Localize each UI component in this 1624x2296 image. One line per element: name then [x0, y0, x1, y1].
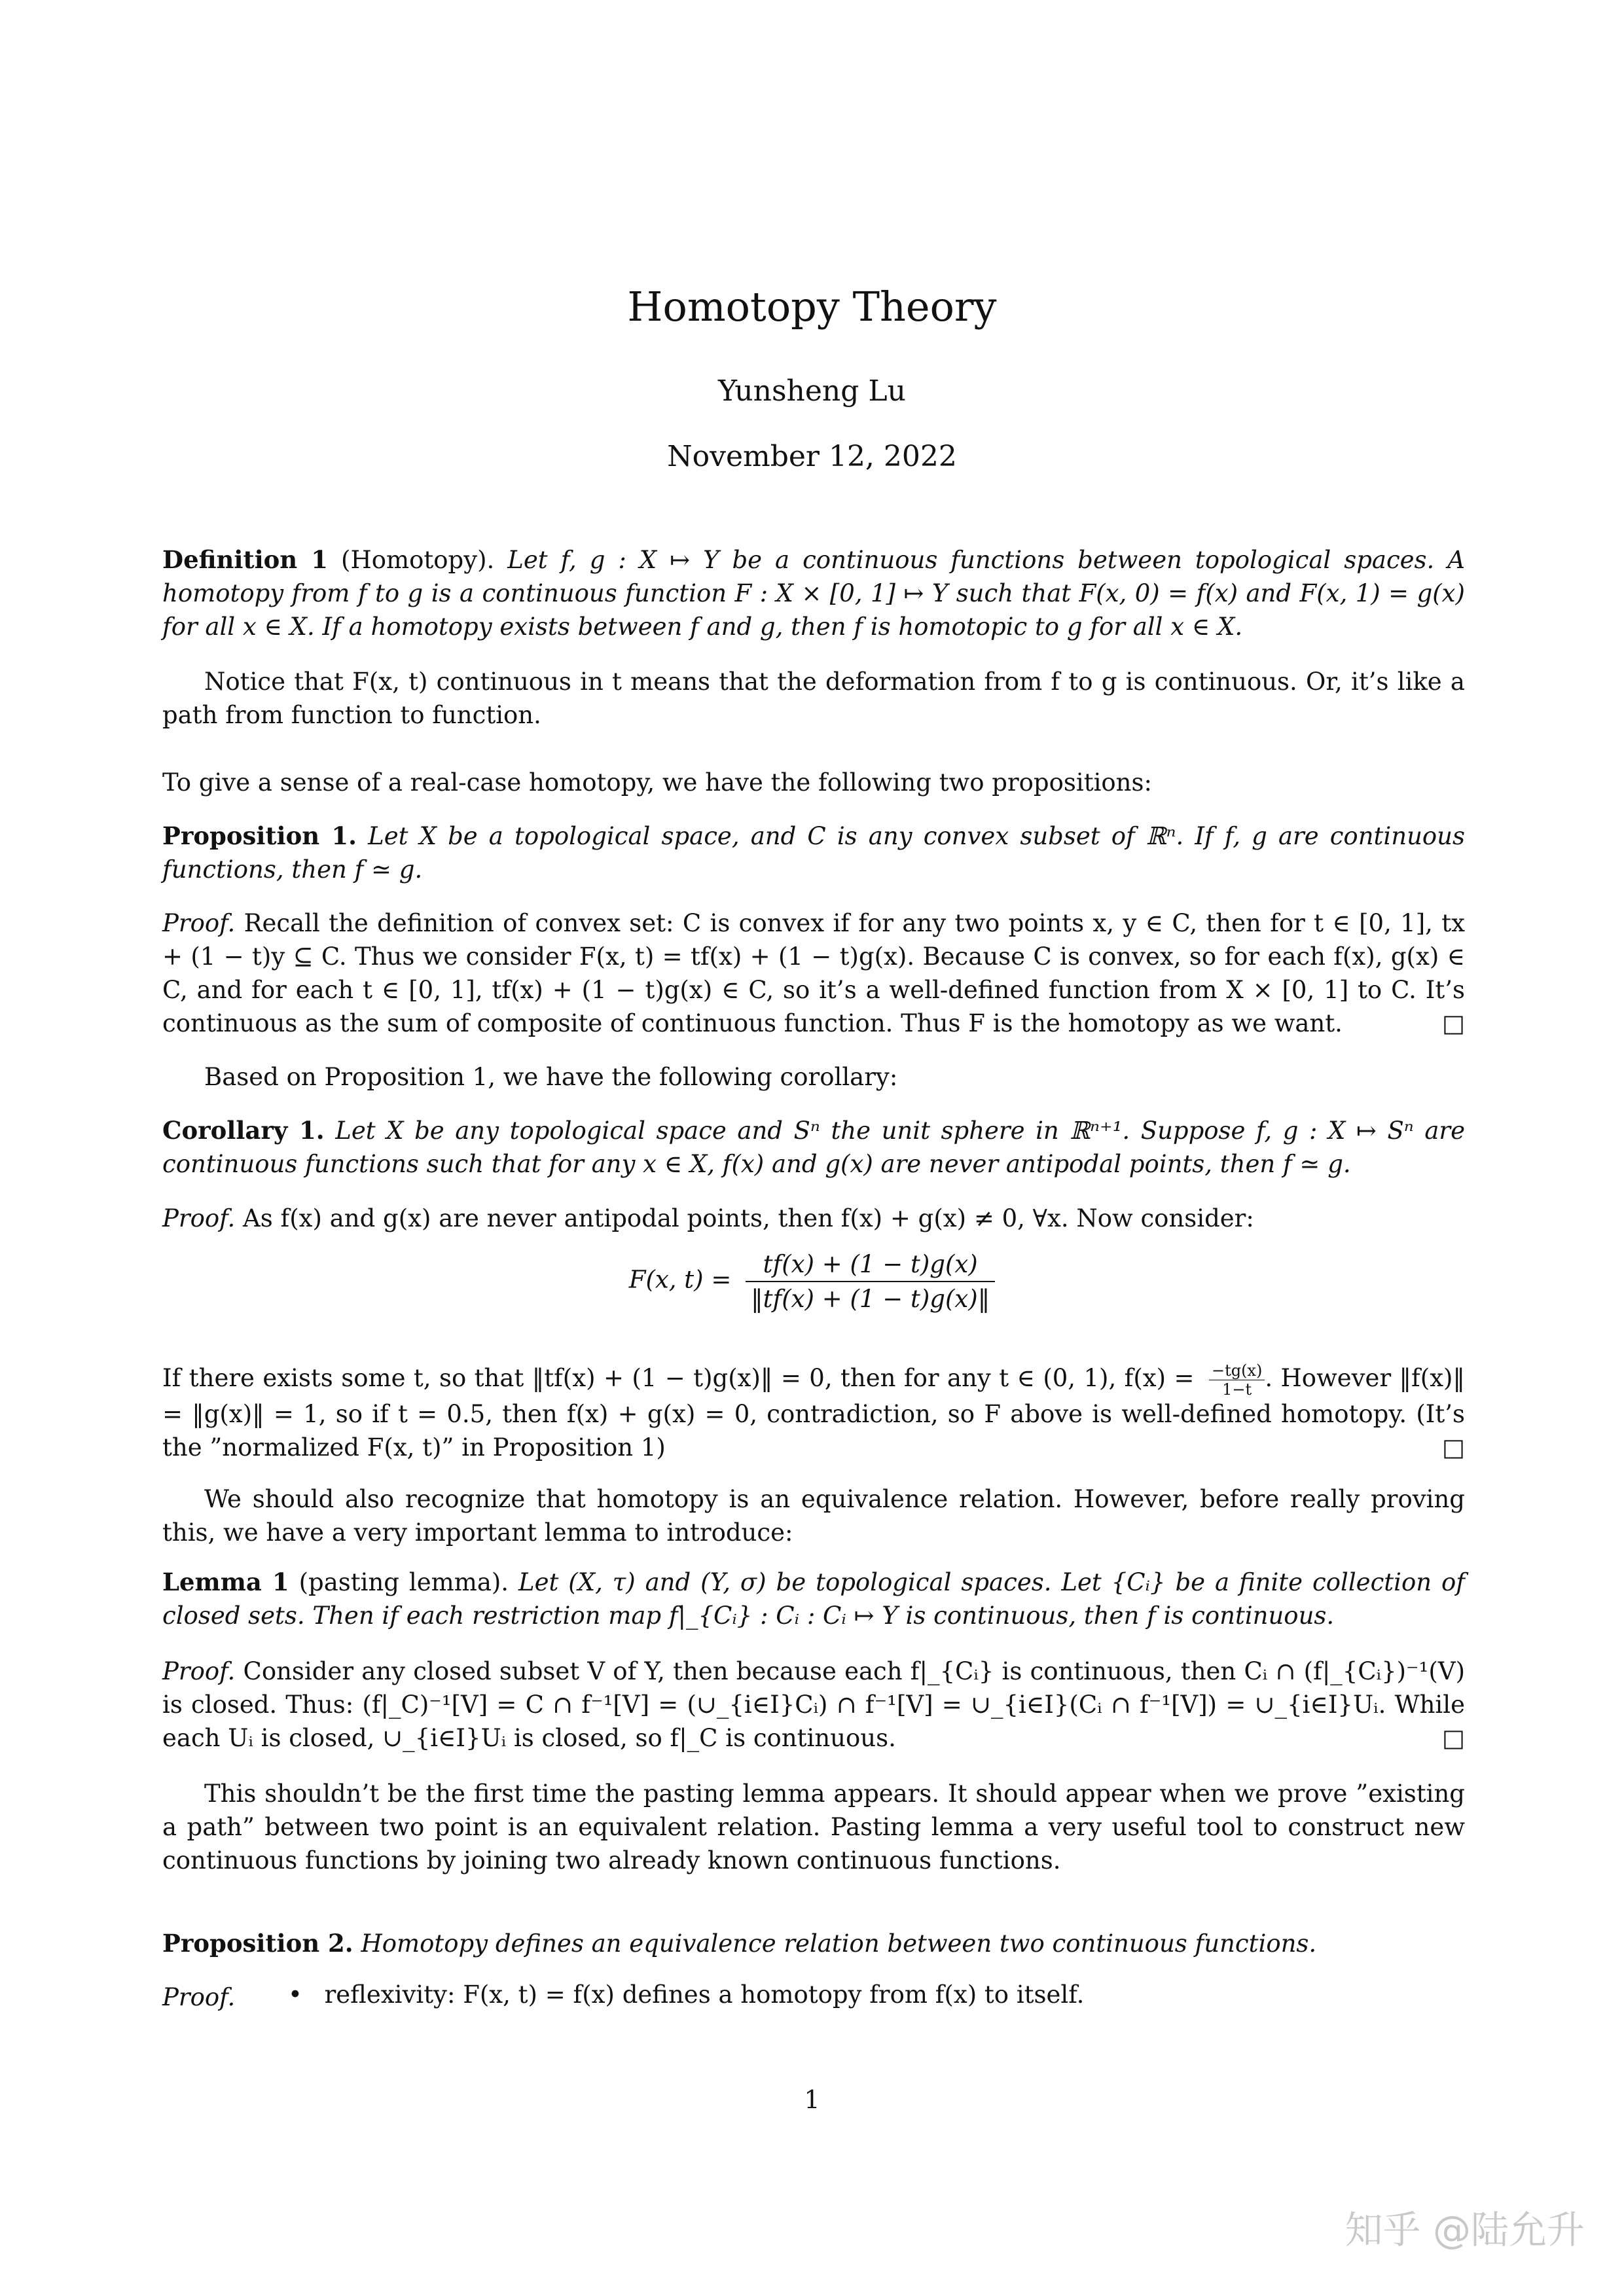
proof-2-intro — [162, 1202, 1465, 1235]
watermark: 知乎 @陆允升 — [1344, 2208, 1585, 2252]
bullet-symbol: • — [288, 1981, 302, 2009]
proposition-1-label: Proposition 1. — [162, 821, 357, 850]
proposition-2-label: Proposition 2. — [162, 1929, 353, 1958]
display-equation — [0, 1250, 1624, 1313]
definition-label: Definition 1 — [162, 545, 329, 574]
definition-body: Let f, g : X ↦ Y be a continuous functions between topological spaces. A homotopy from f to g is a continuous function F : X × [0, 1] ↦ Y such that F(x, 0) = f(x) and F(x, 1) = g(x) for all x ∈ X. If a homotopy exists between f and g, then f is homotopic to g for all x ∈ X. — [162, 546, 1465, 641]
proposition-2 — [162, 1927, 1465, 1960]
equation-lhs: F(x, t) = — [628, 1265, 732, 1294]
proof-4-label: Proof. — [162, 1983, 236, 2011]
inline-fraction-numerator: −tg(x) — [1209, 1363, 1265, 1380]
qed-symbol: □ — [1442, 1433, 1465, 1462]
qed-symbol: □ — [1442, 1009, 1465, 1037]
proof-1 — [162, 906, 1465, 1040]
bullet-item-reflexivity — [288, 1981, 1084, 2009]
paragraph-notice: Notice that F(x, t) continuous in t means that the deformation from f to g is continuous. Or, it’s like a path from function to function. — [162, 668, 1465, 729]
lemma-1-name: (pasting lemma). — [298, 1568, 509, 1596]
lemma-1-body: Let (X, τ) and (Y, σ) be topological spaces. Let {Cᵢ} be a finite collection of closed sets. Then if each restriction map f|_{Cᵢ} : Cᵢ : Cᵢ ↦ Y is continuous, then f is continuous. — [162, 1568, 1466, 1630]
proof-3-label: Proof. — [162, 1657, 236, 1685]
equation-denominator: ‖tf(x) + (1 − t)g(x)‖ — [751, 1285, 990, 1313]
proposition-1 — [162, 819, 1465, 886]
paper-date: November 12, 2022 — [667, 440, 957, 473]
proof-2-body: As f(x) and g(x) are never antipodal points, then f(x) + g(x) ≠ 0, ∀x. Now consider: — [243, 1204, 1254, 1232]
proof-2-text-a: If there exists some t, so that ‖tf(x) + (1 − t)g(x)‖ = 0, then for any t ∈ (0, 1), f(x) = — [162, 1364, 1195, 1392]
proposition-1-body: Let X be a topological space, and C is any convex subset of ℝⁿ. If f, g are continuous functions, then f ≃ g. — [162, 822, 1465, 884]
lemma-1 — [162, 1566, 1465, 1632]
page-number: 1 — [804, 2085, 820, 2114]
corollary-1-label: Corollary 1. — [162, 1116, 325, 1145]
inline-fraction-denominator: 1−t — [1222, 1380, 1252, 1399]
proof-1-label: Proof. — [162, 909, 236, 937]
corollary-1 — [162, 1114, 1465, 1181]
corollary-1-body: Let X be any topological space and Sⁿ the unit sphere in ℝⁿ⁺¹. Suppose f, g : X ↦ Sⁿ are continuous functions such that for any x ∈ X, f(x) and g(x) are never antipodal points, then f ≃ g. — [162, 1117, 1465, 1178]
paper-title: Homotopy Theory — [627, 283, 997, 331]
paper-author: Yunsheng Lu — [718, 374, 906, 408]
proof-1-body: Recall the definition of convex set: C is convex if for any two points x, y ∈ C, then for t ∈ [0, 1], tx + (1 − t)y ⊆ C. Thus we consider F(x, t) = tf(x) + (1 − t)g(x). Because C is convex, so for each f(x), g(x) ∈ C, and for each t ∈ [0, 1], tf(x) + (1 − t)g(x) ∈ C, so it’s a well-defined function from X × [0, 1] to C. It’s continuous as the sum of composite of continuous function. Thus F is the homotopy as we want. — [162, 909, 1465, 1037]
inline-fraction — [1209, 1363, 1265, 1397]
definition-name: (Homotopy). — [341, 546, 495, 574]
equation-fraction — [746, 1250, 995, 1313]
proof-2-text-b: . However ‖f(x)‖ = ‖g(x)‖ = 1, so if t = 0.5, then f(x) + g(x) = 0, contradiction, so F above is well-defined homotopy. (It’s the ”normalized F(x, t)” in Proposition 1) — [162, 1364, 1465, 1462]
paragraph-equivalence: We should also recognize that homotopy is an equivalence relation. However, before really proving this, we have a very important lemma to introduce: — [162, 1485, 1465, 1547]
qed-symbol: □ — [1442, 1724, 1465, 1752]
proof-3 — [162, 1655, 1465, 1755]
lemma-1-label: Lemma 1 — [162, 1568, 289, 1596]
proof-2-label: Proof. — [162, 1204, 236, 1232]
paragraph-pasting: This shouldn’t be the first time the pasting lemma appears. It should appear when we prove ”existing a path” between two point is an equivalent relation. Pasting lemma a very useful tool to construct new continuous functions by joining two already known continuous functions. — [162, 1780, 1465, 1874]
paragraph-based: Based on Proposition 1, we have the following corollary: — [204, 1063, 898, 1091]
proposition-2-body: Homotopy defines an equivalence relation between two continuous functions. — [361, 1929, 1317, 1958]
definition-1 — [162, 543, 1465, 643]
proof-3-body: Consider any closed subset V of Y, then because each f|_{Cᵢ} is continuous, then Cᵢ ∩ (f|_{Cᵢ})⁻¹(V) is closed. Thus: (f|_C)⁻¹[V] = C ∩ f⁻¹[V] = (∪_{i∈I}Cᵢ) ∩ f⁻¹[V] = ∪_{i∈I}(Cᵢ ∩ f⁻¹[V]) = ∪_{i∈I}Uᵢ. While each Uᵢ is closed, ∪_{i∈I}Uᵢ is closed, so f|_C is continuous. — [162, 1657, 1466, 1752]
paragraph-sense: To give a sense of a real-case homotopy, we have the following two propositions: — [162, 768, 1152, 797]
bullet-text: reflexivity: F(x, t) = f(x) defines a homotopy from f(x) to itself. — [324, 1981, 1085, 2009]
equation-numerator: tf(x) + (1 − t)g(x) — [746, 1250, 995, 1282]
proof-2-continued — [162, 1361, 1465, 1464]
